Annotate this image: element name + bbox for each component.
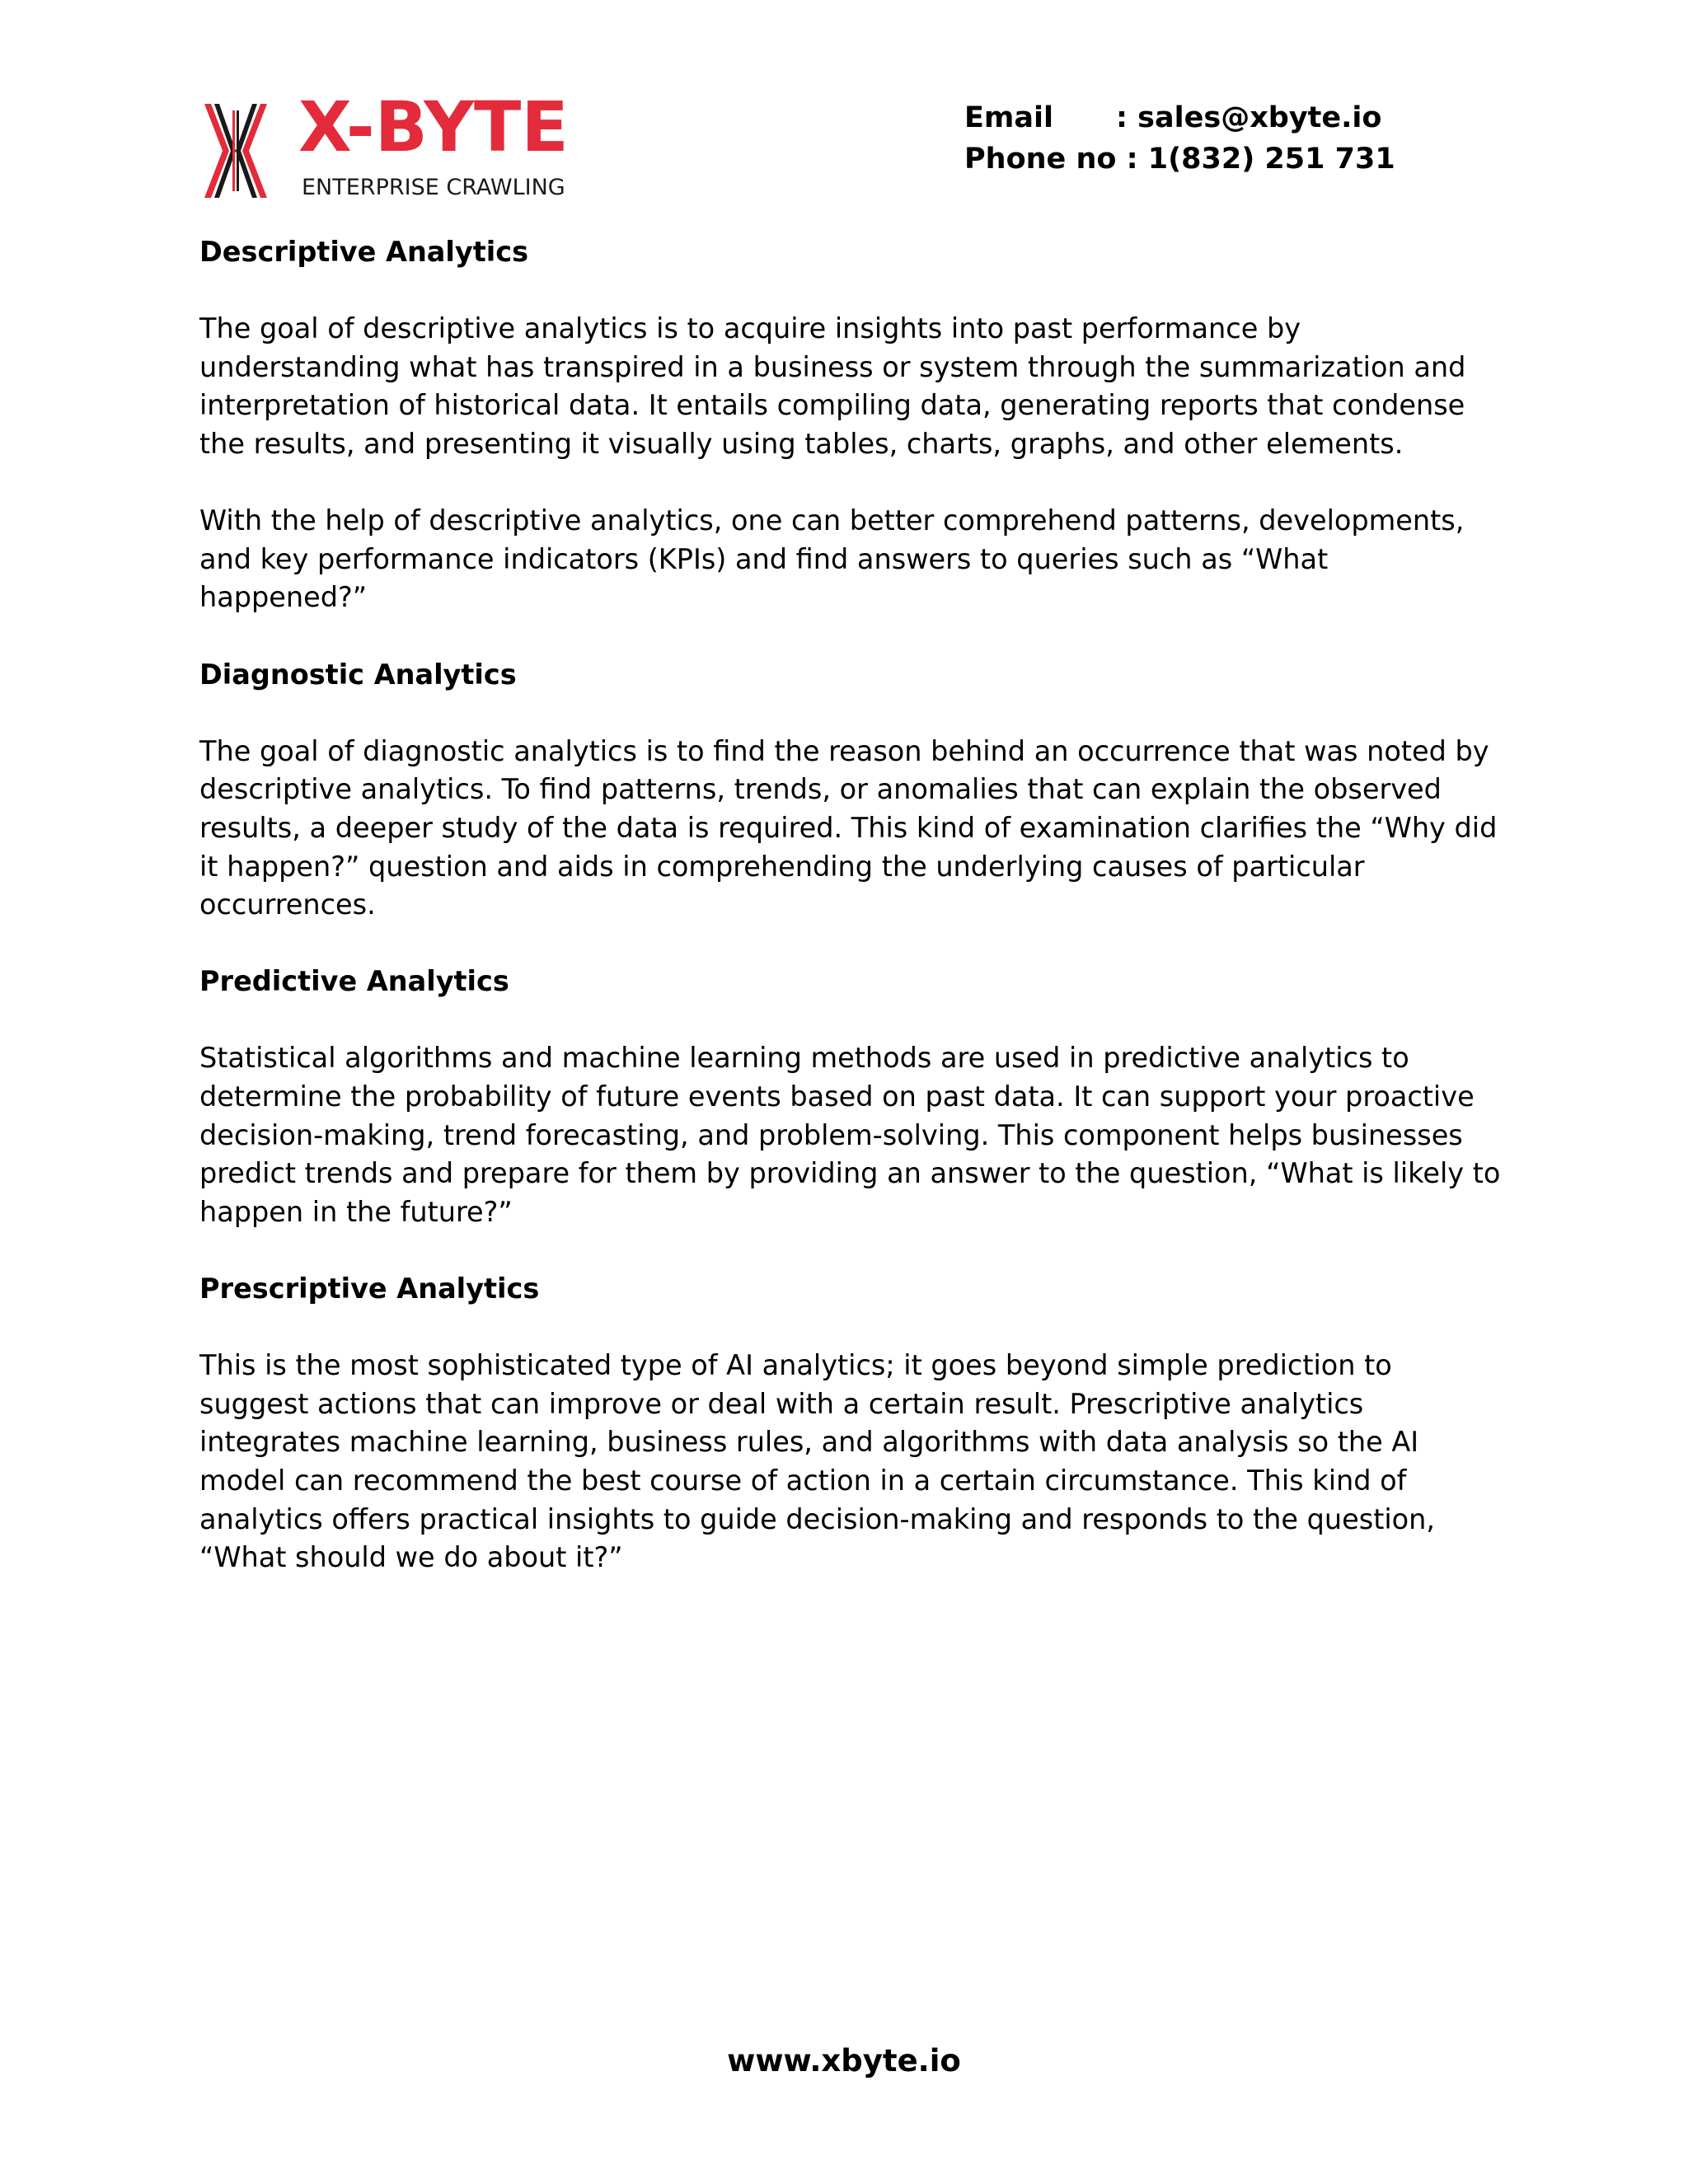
section-title: Prescriptive Analytics xyxy=(199,1272,540,1305)
website-link[interactable]: www.xbyte.io xyxy=(727,2043,961,2079)
xbyte-logo-mark-icon xyxy=(201,102,270,199)
phone-label: Phone no xyxy=(964,143,1117,176)
paragraph: Statistical algorithms and machine learning methods are used in predictive analytics to determine the probability of future events based on past data. It can support your proactive decision-making, trend forecasting, and problem-solving. This component helps businesses predict trends and prepare for them by providing an answer to the question, “What is likely to happen in the future?” xyxy=(199,1042,1501,1228)
logo-wordmark-byte: BYTE xyxy=(374,87,569,167)
section-prescriptive xyxy=(199,1270,1502,1577)
paragraph: The goal of diagnostic analytics is to find the reason behind an occurrence that was noted by descriptive analytics. To find patterns, trends, or anomalies that can explain the observed results, a deeper study of the data is required. This kind of examination clarifies the “Why did it happen?” question and aids in comprehending the underlying causes of particular occurrences. xyxy=(199,734,1498,921)
paragraph: With the help of descriptive analytics, one can better comprehend patterns, developments, and key performance indicators (KPIs) and find answers to queries such as “What happened?” xyxy=(199,504,1465,614)
page-footer xyxy=(0,2041,1688,2082)
page-header xyxy=(0,0,1688,223)
logo-wordmark-x: X xyxy=(298,87,346,167)
contact-email-row xyxy=(964,97,1395,138)
section-descriptive xyxy=(199,233,1502,617)
contact-block xyxy=(964,97,1395,180)
logo-tagline: ENTERPRISE CRAWLING xyxy=(302,175,565,200)
document-body xyxy=(199,233,1502,1615)
paragraph: The goal of descriptive analytics is to acquire insights into past performance by understanding what has transpired in a business or system through the summarization and interpretation of historical data. It entails compiling data, generating reports that condense the results, and presenting it visually using tables, charts, graphs, and other elements. xyxy=(199,312,1466,460)
email-label: Email xyxy=(964,101,1053,134)
section-title: Diagnostic Analytics xyxy=(199,658,517,691)
section-title: Predictive Analytics xyxy=(199,965,509,998)
logo-wordmark-dash: - xyxy=(345,87,375,167)
section-title: Descriptive Analytics xyxy=(199,236,529,268)
logo-wordmark xyxy=(298,87,569,167)
section-predictive xyxy=(199,963,1502,1231)
paragraph: This is the most sophisticated type of AI analytics; it goes beyond simple prediction to suggest actions that can improve or deal with a certain result. Prescriptive analytics integrates machine learning, business rules, and algorithms with data analysis so the AI model can recommend the best course of action in a certain circumstance. This kind of analytics offers practical insights to guide decision-making and responds to the question, “What should we do about it?” xyxy=(199,1349,1436,1574)
xbyte-logo xyxy=(201,87,580,204)
phone-value[interactable]: : 1(832) 251 731 xyxy=(1126,143,1395,176)
contact-phone-row xyxy=(964,138,1395,180)
section-diagnostic xyxy=(199,656,1502,925)
email-value[interactable]: : sales@xbyte.io xyxy=(1116,101,1382,134)
